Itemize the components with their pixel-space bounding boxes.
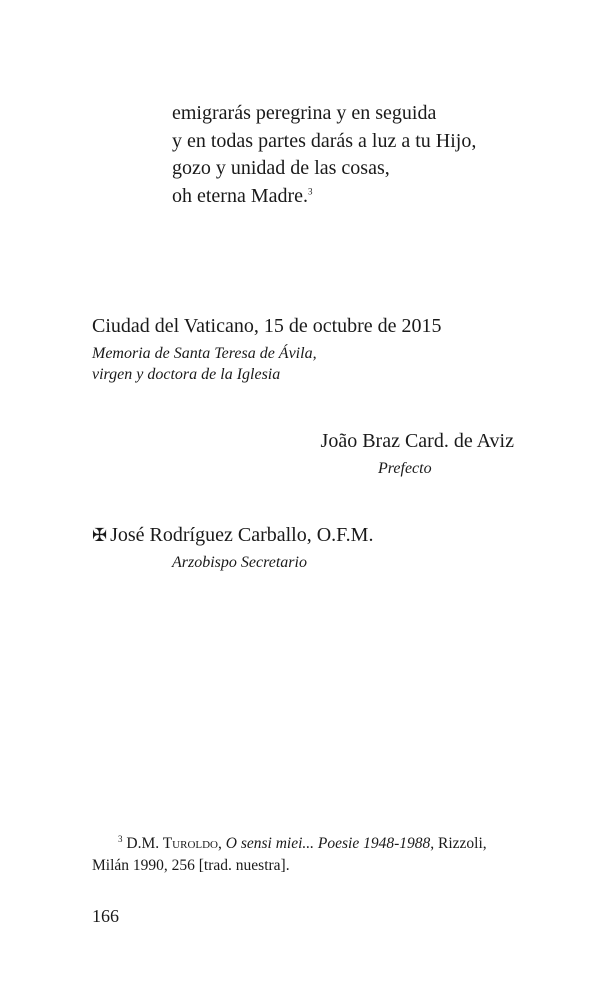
memorial-note bbox=[92, 343, 317, 385]
memorial-line-2: virgen y doctora de la Iglesia bbox=[92, 366, 281, 383]
poem-line: emigrarás peregrina y en seguida bbox=[172, 102, 437, 124]
memorial-line-1: Memoria de Santa Teresa de Ávila, bbox=[92, 345, 317, 362]
cross-icon: ✠ bbox=[92, 525, 108, 545]
footnote-number: 3 bbox=[118, 833, 123, 844]
signer-secretary-title: Arzobispo Secretario bbox=[172, 554, 307, 571]
poem-stanza bbox=[172, 100, 476, 210]
signer-prefect-name: João Braz Card. de Aviz bbox=[320, 430, 514, 452]
poem-line: gozo y unidad de las cosas, bbox=[172, 157, 390, 179]
footnote-title: O sensi miei... Poesie 1948-1988 bbox=[225, 835, 431, 852]
poem-line bbox=[172, 183, 476, 211]
place-date: Ciudad del Vaticano, 15 de octubre de 2015 bbox=[92, 315, 442, 337]
footnote-author: D.M. Turoldo bbox=[126, 835, 218, 852]
page-number: 166 bbox=[92, 906, 119, 926]
footnote-rest: , Rizzoli, Milán 1990, 256 [trad. nuestra]. bbox=[92, 835, 487, 874]
signer-secretary-name: José Rodríguez Carballo, O.F.M. bbox=[110, 524, 374, 546]
poem-line: y en todas partes darás a luz a tu Hijo, bbox=[172, 129, 477, 152]
signer-prefect-title: Prefecto bbox=[378, 460, 432, 477]
poem-line-text: oh eterna Madre. bbox=[172, 184, 309, 207]
footnote: $^3$ D.M. Turoldo, O sensi miei... Poesie 1948-1988, Rizzoli, Milán 1990, 256 [trad. nuestra]. bbox=[92, 833, 487, 874]
signer-secretary bbox=[92, 522, 373, 548]
footnote-reference[interactable]: 3 bbox=[308, 185, 313, 196]
